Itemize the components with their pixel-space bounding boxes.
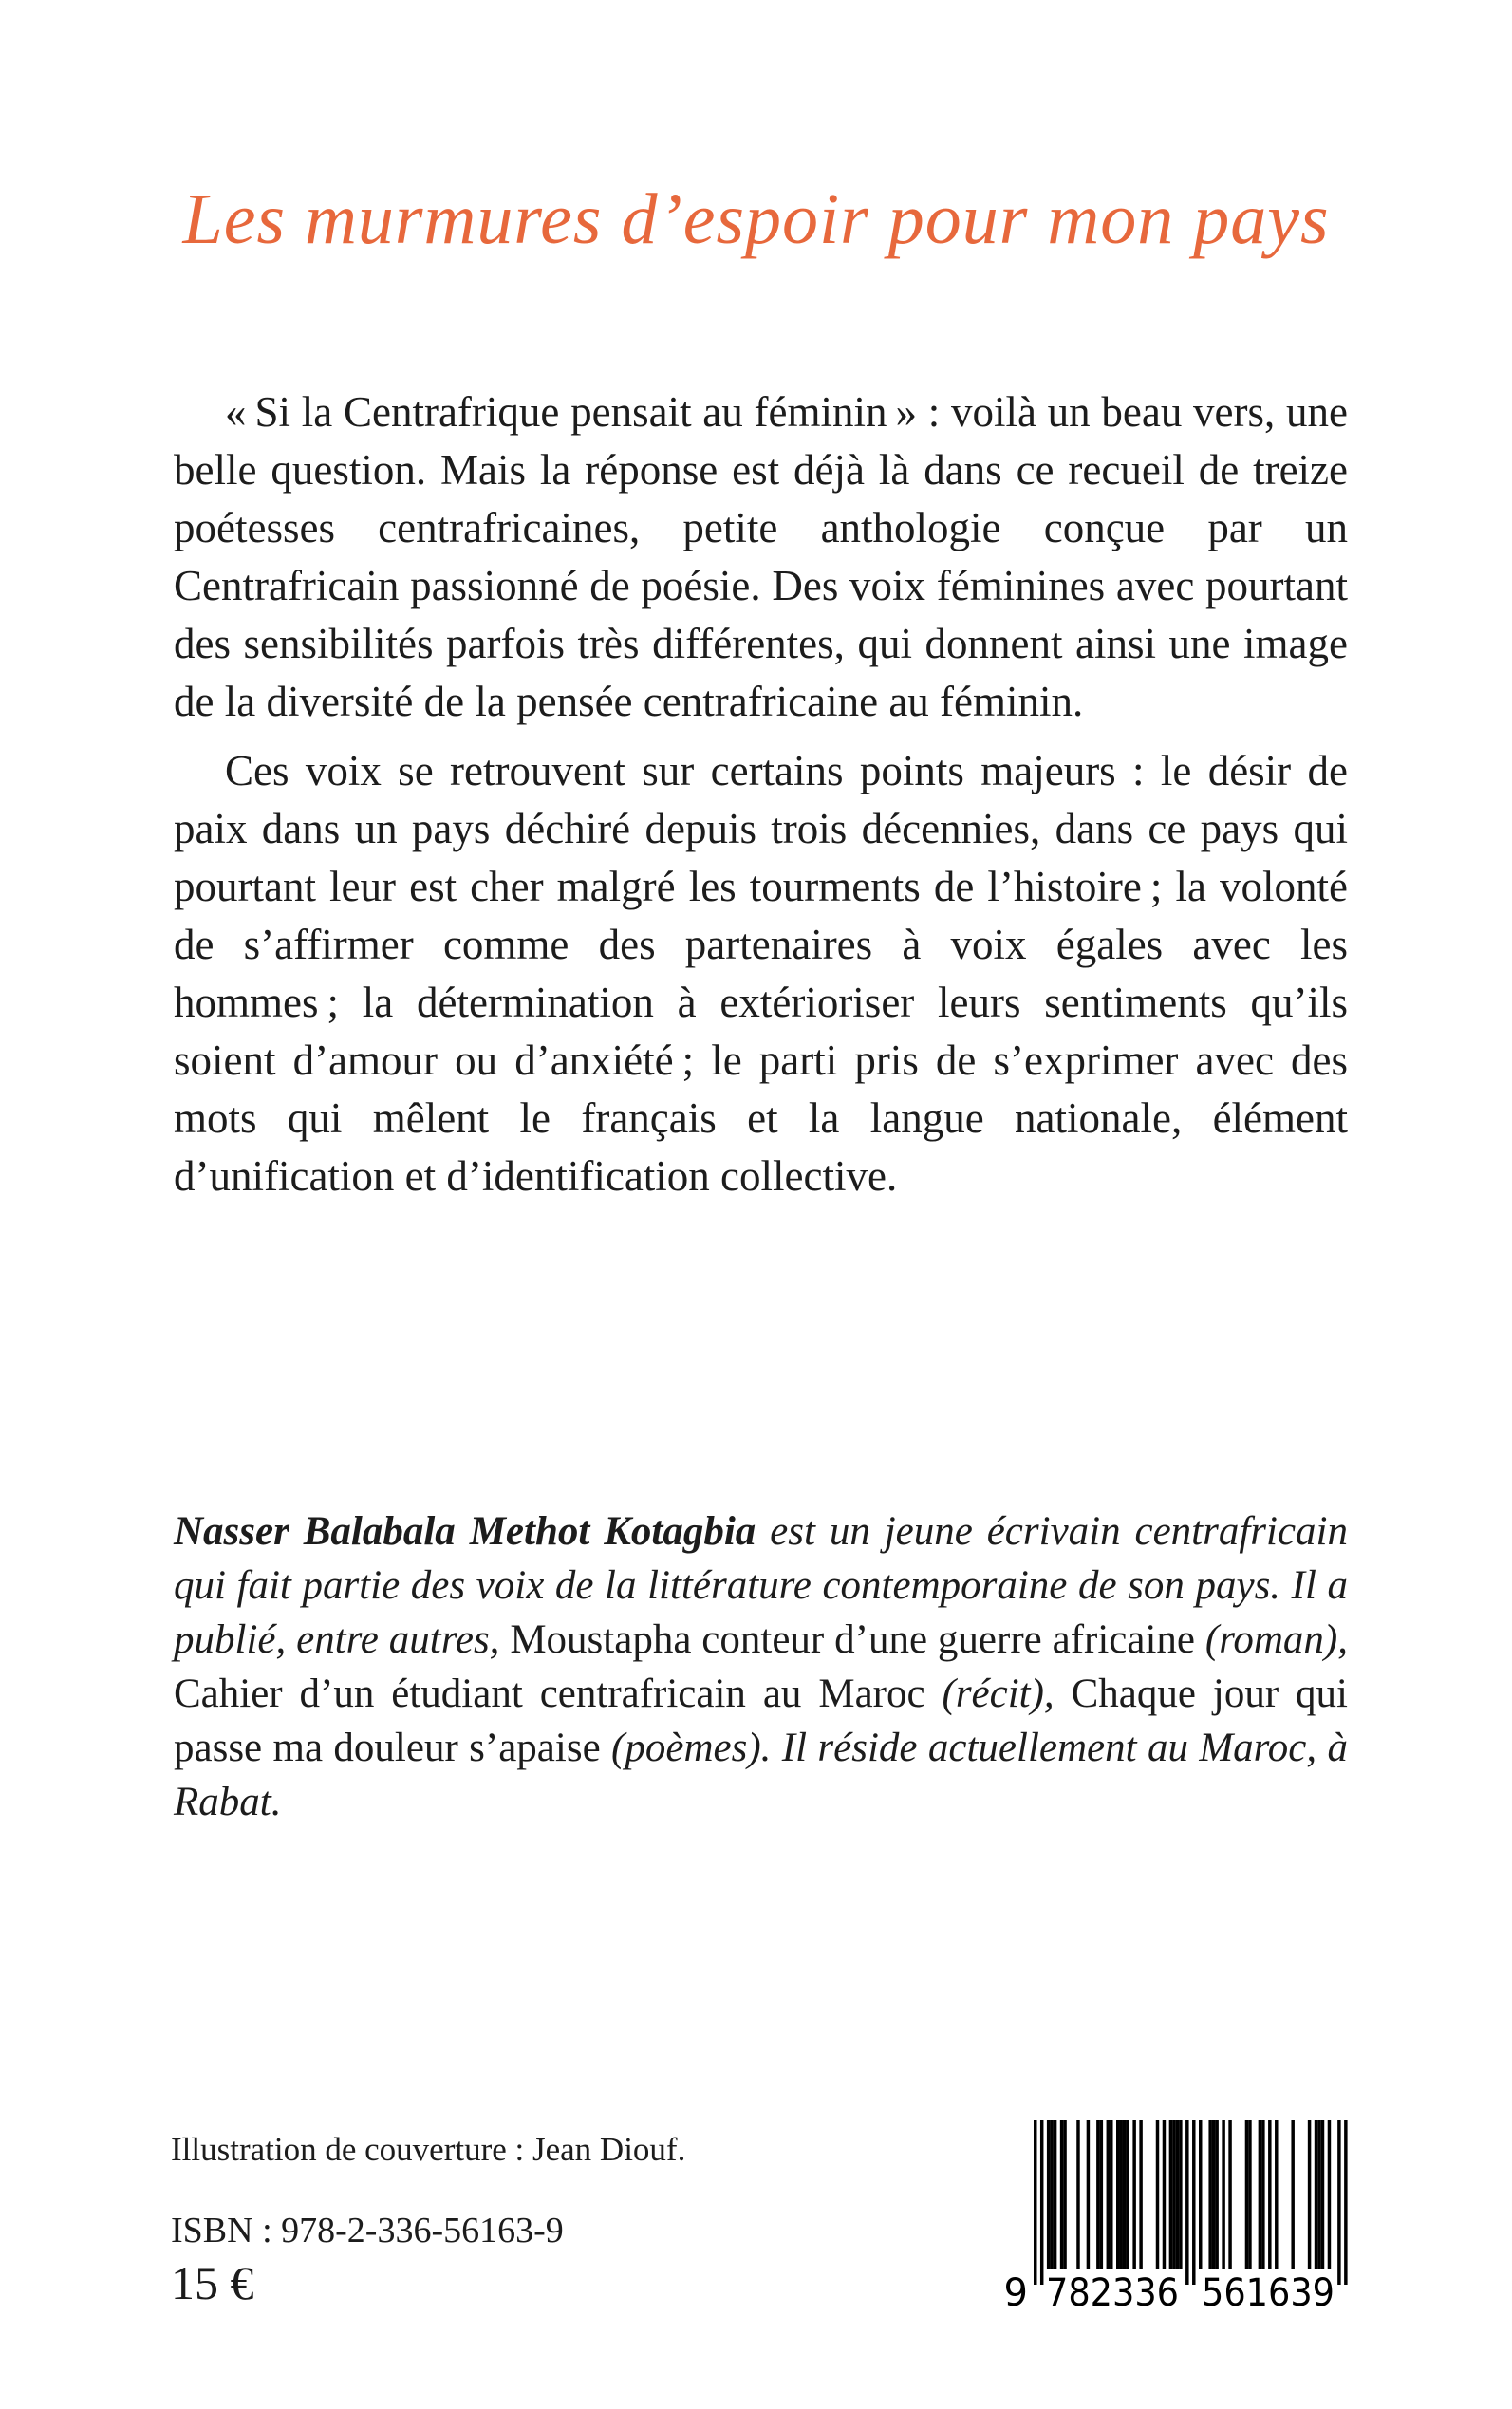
author-bio xyxy=(174,1504,1348,1829)
ean13-barcode xyxy=(994,2120,1351,2314)
bio-text: Il réside actuellement au Maroc, à Rabat. xyxy=(174,1726,1348,1824)
synopsis-paragraph-1: « Si la Centrafrique pensait au féminin » : voilà un beau vers, une belle question. Mais la réponse est déjà là dans ce recueil de treize poétesses centrafricaines, petite anthologie conçue par un Centrafricain passionné de poésie. Des voix féminines avec pourtant des sensibilités parfois très différentes, qui donnent ainsi une image de la diversité de la pensée centrafricaine au féminin. xyxy=(174,388,1348,725)
book-work-title: Chaque jour qui passe ma douleur s’apaise xyxy=(174,1671,1349,1770)
work-genre: (roman), xyxy=(1195,1617,1348,1662)
barcode-image xyxy=(994,2120,1351,2314)
book-title: Les murmures d’espoir pour mon pays xyxy=(182,179,1330,259)
isbn-line: ISBN : 978-2-336-56163-9 xyxy=(171,2211,564,2250)
work-genre: (récit), xyxy=(924,1671,1072,1716)
svg-text:561639: 561639 xyxy=(1202,2271,1335,2314)
cover-illustration-credit: Illustration de couverture : Jean Diouf. xyxy=(171,2131,686,2168)
svg-text:782336: 782336 xyxy=(1046,2271,1179,2314)
price: 15 € xyxy=(171,2256,254,2309)
synopsis xyxy=(174,383,1348,1205)
author-name: Nasser Balabala Methot Kotagbia xyxy=(174,1509,756,1554)
svg-text:9: 9 xyxy=(1003,2271,1028,2314)
work-genre: (poèmes). xyxy=(600,1726,782,1770)
book-work-title: Cahier d’un étudiant centrafricain au Maroc xyxy=(174,1671,925,1716)
synopsis-paragraph-2: Ces voix se retrouvent sur certains points majeurs : le désir de paix dans un pays déchiré depuis trois décennies, dans ce pays qui pourtant leur est cher malgré les tourments de l’histoire ; la volonté de s’affirmer comme des partenaires à voix égales avec les hommes ; la détermination à extérioriser leurs sentiments qu’ils soient d’amour ou d’anxiété ; le parti pris de s’exprimer avec des mots qui mêlent le français et la langue nationale, élément d’unification et d’identification collective. xyxy=(174,747,1348,1200)
bio-text: est un jeune écrivain centrafricain qui fait partie des voix de la littérature contemporaine de son pays. Il a publié, entre autres, xyxy=(174,1509,1348,1662)
book-work-title: Moustapha conteur d’une guerre africaine xyxy=(510,1617,1196,1662)
